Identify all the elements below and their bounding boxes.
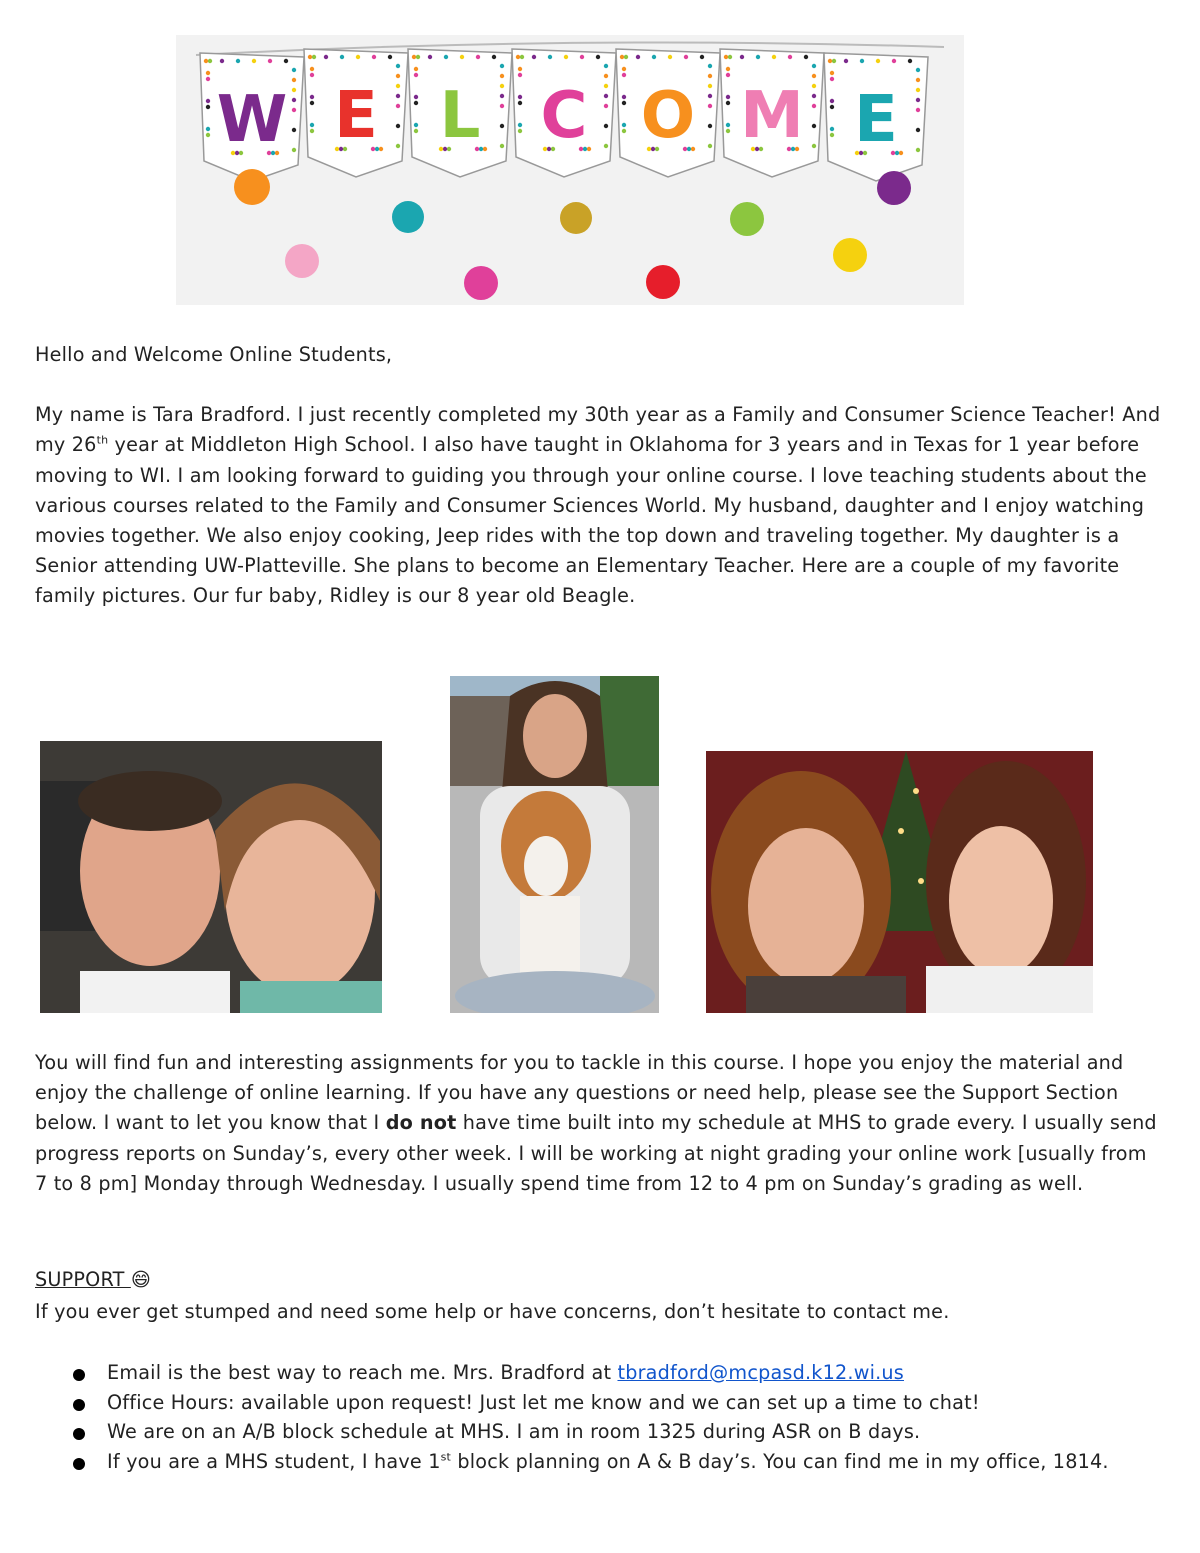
photo-teacher-and-daughter [706,751,1093,1013]
daughter-dog-photo-image [450,676,659,1013]
banner-letter-5: O [640,79,696,153]
support-heading-text: SUPPORT [35,1268,131,1291]
list-item: We are on an A/B block schedule at MHS. I am in room 1325 during ASR on B days. [35,1417,1165,1447]
banner-letter-6: M [740,79,804,153]
list-item: Office Hours: available upon request! Just let me know and we can set up a time to chat! [35,1388,1165,1418]
photo-daughter-with-dog [450,676,659,1013]
banner-pennant-4 [512,49,616,177]
course-info-paragraph [35,1048,1165,1199]
welcome-banner-graphic [176,35,964,305]
support-intro: If you ever get stumped and need some help or have concerns, don’t hesitate to contact me. [35,1300,950,1324]
banner-letter-3: L [439,79,481,153]
greeting: Hello and Welcome Online Students, [35,343,393,366]
planning-text-start: If you are a MHS student, I have 1 [107,1449,441,1473]
intro-sup: th [96,434,109,448]
list-item [35,1358,1165,1388]
banner-pennant-7 [824,53,928,181]
banner-pennant-3 [408,49,512,177]
intro-text-start: My name is Tara Bradford. I just recently completed my 30th year as a Family and Consumer Science Teacher! And my 26 [35,403,1161,457]
banner-letter-7: E [854,83,898,157]
intro-section [35,340,1165,612]
do-not-bold: do not [385,1111,457,1135]
banner-letter-2: E [334,79,378,153]
support-section [35,1265,1165,1327]
planning-sup: st [440,1450,452,1464]
course-info-text-end: have time built into my schedule at MHS to grade every. I usually send progress reports on Sunday’s, every other week. I will be working at night grading your online work [usually from 7 to 8 pm] Monday through Wednesday. I usually spend time from 12 to 4 pm on Sunday’s grading as well. [35,1111,1157,1195]
course-info-text-start: You will find fun and interesting assignments for you to tackle in this course. I hope you enjoy the material and enjoy the challenge of online learning. If you have any questions or need help, please see the Support Section below. I want to let you know that I [35,1051,1124,1135]
support-list [35,1358,1165,1476]
list-item [35,1447,1165,1477]
mother-daughter-photo-image [706,751,1093,1013]
couple-photo-image [40,741,382,1013]
email-link[interactable]: tbradford@mcpasd.k12.wi.us [617,1361,904,1384]
planning-text-end: block planning on A & B day’s. You can find me in my office, 1814. [451,1449,1109,1473]
support-heading [35,1265,1165,1295]
email-text: Email is the best way to reach me. Mrs. Bradford at [107,1361,618,1384]
welcome-banner [176,35,964,305]
course-info-section [35,1048,1165,1199]
photo-husband-and-teacher [40,741,382,1013]
banner-pennant-6 [720,49,824,177]
banner-pennant-5 [616,49,720,177]
banner-letter-4: C [540,79,588,153]
smile-emoji-icon: 😄 [130,1268,152,1291]
banner-letter-1: W [216,83,288,157]
intro-text-end: year at Middleton High School. I also have taught in Oklahoma for 3 years and in Texas for 1 year before moving to WI. I am looking forward to guiding you through your online course. I love teaching students about the various courses related to the Family and Consumer Sciences World. My husband, daughter and I enjoy watching movies together. We also enjoy cooking, Jeep rides with the top down and traveling together. My daughter is a Senior attending UW-Platteville. She plans to become an Elementary Teacher. Here are a couple of my favorite family pictures. Our fur baby, Ridley is our 8 year old Beagle. [35,433,1147,608]
banner-pennant-1 [200,53,304,181]
intro-paragraph [35,400,1165,611]
banner-pennant-2 [304,49,408,177]
